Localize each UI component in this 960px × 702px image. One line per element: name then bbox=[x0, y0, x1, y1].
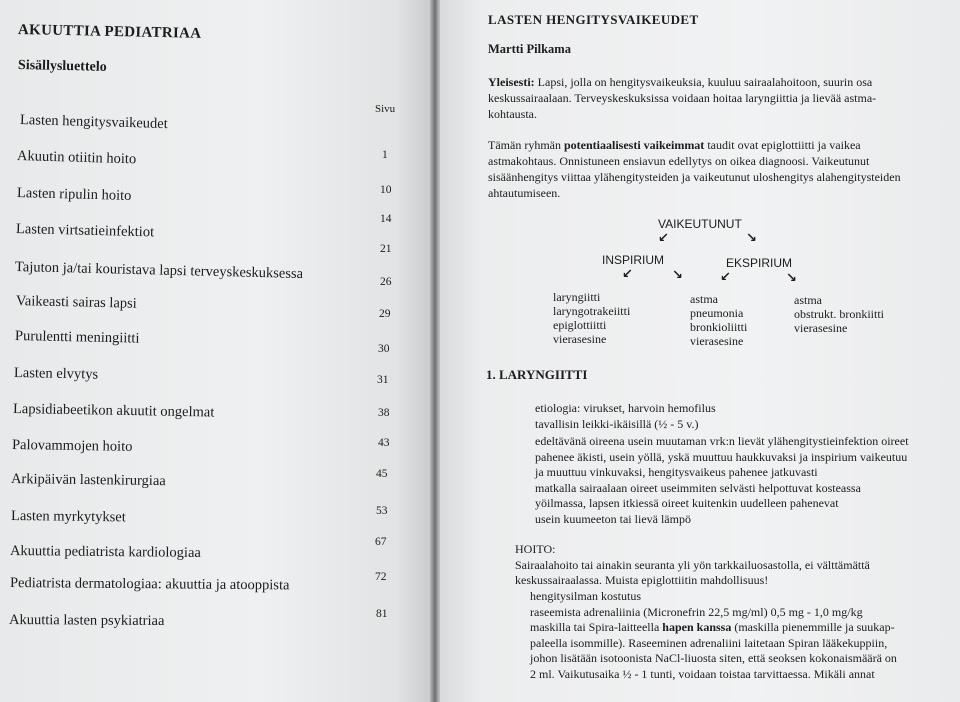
toc-entry-label: Lasten myrkytykset bbox=[10, 508, 126, 526]
body-line: keskussairaalassa. Muista epiglottiitin mahdollisuus! bbox=[515, 573, 769, 588]
body-line: matkalla sairaalaan oireet useimmiten selvästi helpottuvat kosteassa bbox=[535, 480, 861, 495]
intro-paragraph bbox=[488, 74, 876, 122]
body-line: tavallisin leikki-ikäisillä (½ - 5 v.) bbox=[535, 416, 699, 431]
toc-entry-page: 31 bbox=[377, 374, 389, 386]
right-page bbox=[440, 0, 960, 702]
inspirium-causes bbox=[553, 290, 630, 346]
arrow-down-right-icon: ↘ bbox=[672, 268, 683, 283]
chapter-author: Martti Pilkama bbox=[488, 42, 571, 56]
toc-entry-page: 14 bbox=[380, 213, 392, 225]
toc-entry-label: Pediatrista dermatologiaa: akuuttia ja atooppista bbox=[9, 575, 290, 594]
body-bold: hapen kanssa bbox=[662, 620, 732, 635]
toc-entry-page: 72 bbox=[375, 571, 387, 583]
cause-item: epiglottiitti bbox=[553, 318, 607, 332]
para-line: sisäänhengitys viittaa ylähengitysteiden ja vaikeutunut uloshengitys alahengitysteiden bbox=[488, 170, 901, 184]
cause-item: vierasesine bbox=[794, 321, 848, 335]
chapter-title: LASTEN HENGITYSVAIKEUDET bbox=[488, 12, 699, 27]
cause-item: laryngiitti bbox=[553, 290, 601, 304]
toc-entry-page: 53 bbox=[376, 505, 388, 517]
cause-item: bronkioliitti bbox=[690, 320, 748, 334]
toc-entry-page: 10 bbox=[380, 184, 392, 196]
body-line: ja muuttuu vinkuvaksi, hengitysvaikeus pahenee jatkuvasti bbox=[535, 465, 818, 480]
toc-entry-page: 30 bbox=[378, 343, 390, 355]
toc-entry-page: 67 bbox=[375, 536, 387, 548]
hoito-label: HOITO: bbox=[515, 542, 556, 556]
severity-paragraph bbox=[488, 137, 901, 201]
body-line: raseemista adrenaliinia (Micronefrin 22,5 mg/ml) 0,5 mg - 1,0 mg/kg bbox=[530, 604, 863, 619]
intro-line: Lapsi, jolla on hengitysvaikeuksia, kuuluu sairaalahoitoon, suurin osa bbox=[534, 75, 873, 89]
cause-item: vierasesine bbox=[553, 332, 607, 346]
body-line: yöilmassa, lapsen itkiessä oireet kuitenkin uudelleen pahenevat bbox=[535, 496, 839, 511]
intro-line: keskussairaalaan. Terveyskeskuksissa voidaan hoitaa laryngiittia ja lievää astma- bbox=[488, 91, 877, 105]
toc-entry-label: Akuuttia pediatrista kardiologiaa bbox=[9, 543, 201, 561]
book-gutter bbox=[430, 0, 440, 702]
section-heading: 1. LARYNGIITTI bbox=[486, 367, 588, 382]
para-line: ahtautumiseen. bbox=[488, 186, 561, 200]
treatment-items bbox=[530, 589, 897, 683]
toc-entry-label: Akuuttia lasten psykiatriaa bbox=[8, 612, 165, 630]
arrow-down-left-icon: ↙ bbox=[720, 270, 731, 285]
diagram-ekspirium: EKSPIRIUM bbox=[726, 256, 793, 270]
symptoms-block bbox=[535, 434, 909, 528]
intro-line: kohtausta. bbox=[488, 107, 537, 121]
cause-item: obstrukt. bronkiitti bbox=[794, 307, 884, 321]
para-text: Tämän ryhmän bbox=[488, 138, 564, 152]
left-page bbox=[0, 0, 432, 702]
toc-entry-label: Lapsidiabeetikon akuutit ongelmat bbox=[12, 401, 215, 421]
toc-entry-page: 45 bbox=[376, 468, 388, 480]
ekspirium-causes bbox=[794, 293, 884, 335]
body-line: 2 ml. Vaikutusaika ½ - 1 tunti, voidaan toistaa tarvittaessa. Mikäli annat bbox=[530, 666, 875, 681]
mixed-causes bbox=[690, 292, 747, 348]
toc-entry-page: 38 bbox=[378, 407, 390, 419]
arrow-down-right-icon: ↘ bbox=[786, 271, 797, 286]
toc-entry-label: Lasten elvytys bbox=[13, 365, 99, 383]
toc-entry-label: Lasten hengitysvaikeudet bbox=[19, 112, 168, 133]
book-title: AKUUTTIA PEDIATRIAA bbox=[17, 22, 202, 42]
intro-lead: Yleisesti: bbox=[488, 75, 535, 89]
toc-entry-label: Akuutin otiitin hoito bbox=[16, 148, 137, 168]
body-line: Sairaalahoito tai ainakin seuranta yli yön tarkkailuosastolla, ei välttämättä bbox=[515, 557, 870, 572]
body-line: johon lisätään isotoonista NaCl-liuosta siten, että seoksen kokonaismäärä on bbox=[530, 651, 897, 666]
toc-entry-label: Lasten ripulin hoito bbox=[16, 185, 132, 204]
body-line: edeltävänä oireena usein muutaman vrk:n lievät ylähengitystieinfektion oireet bbox=[535, 434, 909, 448]
diagram-inspirium: INSPIRIUM bbox=[602, 253, 665, 267]
cause-item: laryngotrakeiitti bbox=[553, 304, 631, 318]
toc-entry-label: Arkipäivän lastenkirurgiaa bbox=[10, 471, 166, 490]
body-line: etiologia: virukset, harvoin hemofilus bbox=[535, 401, 716, 415]
cause-item: vierasesine bbox=[690, 334, 744, 348]
para-bold: potentiaalisesti vaikeimmat bbox=[563, 138, 705, 152]
toc-heading: Sisällysluettelo bbox=[17, 58, 107, 75]
arrow-down-left-icon: ↙ bbox=[658, 231, 669, 246]
toc-entry-page: 21 bbox=[380, 243, 392, 255]
toc-entry-label: Lasten virtsatieinfektiot bbox=[15, 221, 155, 241]
body-line: hengitysilman kostutus bbox=[530, 589, 641, 603]
arrow-down-right-icon: ↘ bbox=[746, 231, 757, 246]
body-text: maskilla tai Spira-laitteella bbox=[530, 620, 663, 635]
body-line: usein kuumeeton tai lievä lämpö bbox=[535, 511, 691, 526]
toc-entry-label: Purulentti meningiitti bbox=[14, 328, 140, 347]
toc-entry-page: 81 bbox=[376, 608, 388, 620]
toc-entry-page: 1 bbox=[382, 149, 388, 161]
body-text: (maskilla pienemmille ja suukap- bbox=[731, 620, 895, 635]
etiology-block bbox=[535, 401, 716, 432]
para-line: astmakohtaus. Onnistuneen ensiavun edellytys on oikea diagnoosi. Vaikeutunut bbox=[488, 154, 870, 168]
toc-entry-label: Tajuton ja/tai kouristava lapsi terveyskeskuksessa bbox=[14, 259, 304, 283]
body-line: pahenee äkisti, usein yöllä, yskä muuttuu haukkuvaksi ja inspirium vaikeutuu bbox=[535, 449, 908, 464]
page-column-header: Sivu bbox=[375, 103, 396, 115]
treatment-block bbox=[515, 542, 870, 589]
toc-entry-page: 26 bbox=[380, 276, 392, 288]
cause-item: astma bbox=[690, 292, 718, 306]
toc-entry-label: Palovammojen hoito bbox=[11, 437, 133, 455]
para-text: taudit ovat epiglottiitti ja vaikea bbox=[704, 138, 861, 152]
arrow-down-left-icon: ↙ bbox=[622, 267, 633, 282]
toc-entry-page: 43 bbox=[378, 437, 390, 449]
diagram-root: VAIKEUTUNUT bbox=[658, 217, 742, 231]
cause-item: pneumonia bbox=[690, 306, 744, 320]
toc-entry-page: 29 bbox=[379, 308, 391, 320]
body-line: paleella isommille). Raseeminen adrenaliini laitetaan Spiran lääkekuppiin, bbox=[530, 635, 888, 650]
cause-item: astma bbox=[794, 293, 822, 307]
toc-entry-label: Vaikeasti sairas lapsi bbox=[15, 293, 137, 312]
